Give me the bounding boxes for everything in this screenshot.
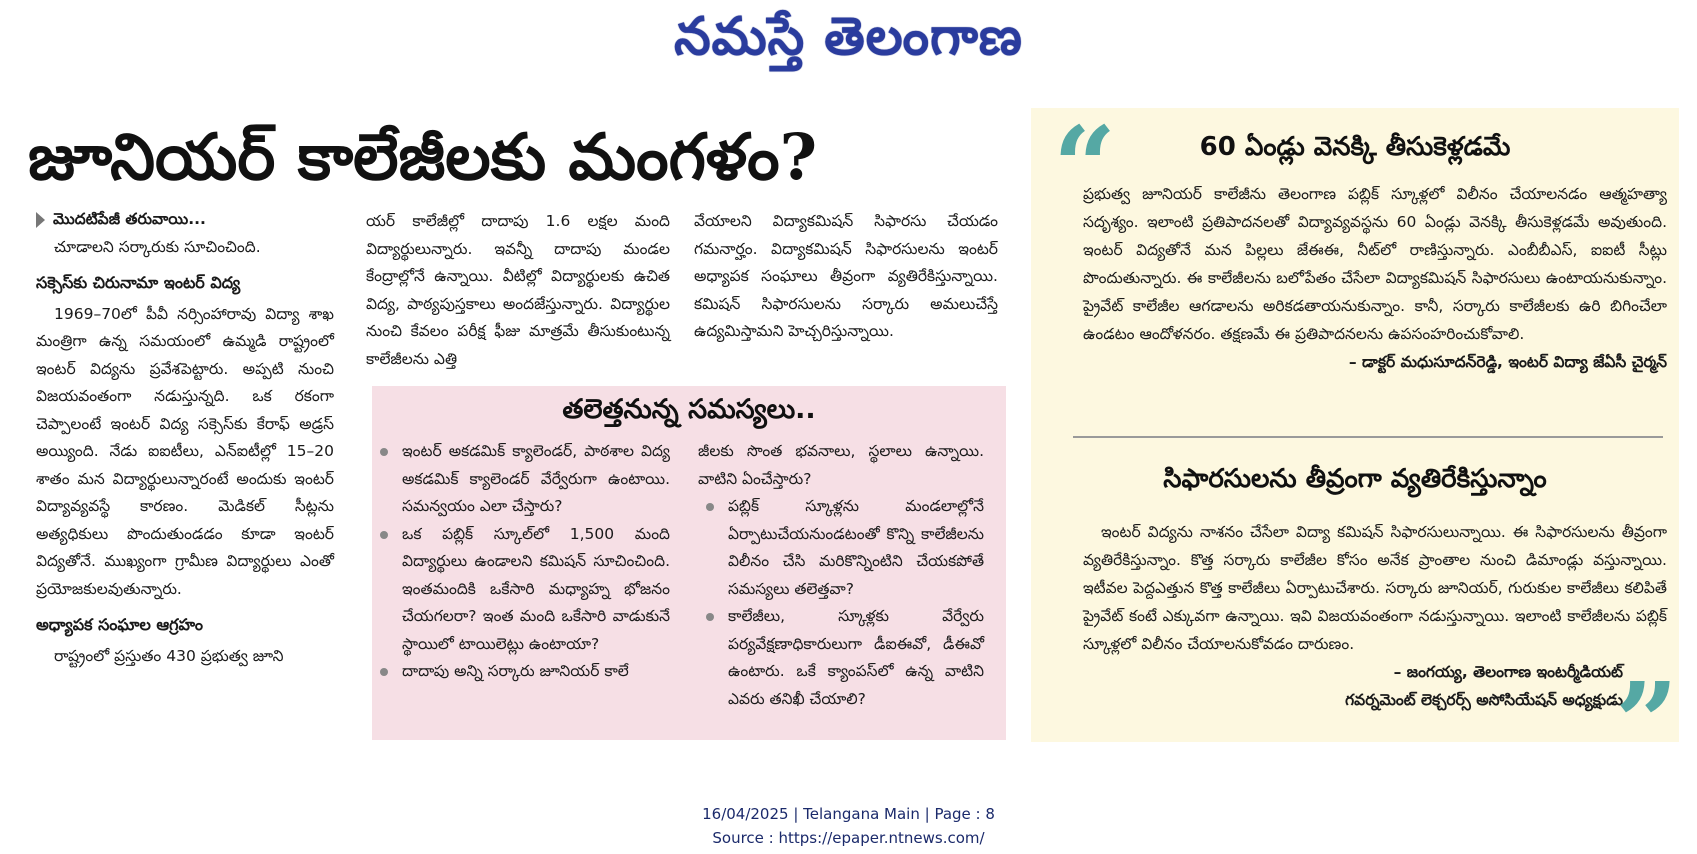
problems-list-right — [698, 438, 984, 713]
problems-title: తలెత్తనున్న సమస్యలు.. — [562, 394, 816, 425]
paragraph: యర్ కాలేజీల్లో దాదాపు 1.6 లక్షల మంది విద్యార్థులున్నారు. ఇవన్నీ దాదాపు మండల కేంద్రాల్లోనే ఉన్నాయి. వీటిల్లో విద్యార్థులకు ఉచిత విద్య, పాఠ్యపుస్తకాలు అందజేస్తున్నారు. విద్యార్థుల నుంచి కేవలం పరీక్ష ఫీజు మాత్రమే తీసుకుంటున్న కాలేజీలను ఎత్తి — [366, 212, 670, 368]
kicker — [36, 206, 334, 234]
problems-list-left — [372, 438, 670, 686]
edition-info: 16/04/2025 | Telangana Main | Page : 8 — [702, 805, 995, 823]
lead-text: చూడాలని సర్కారుకు సూచించింది. — [54, 237, 261, 256]
paragraph: వేయాలని విద్యాకమిషన్ సిఫారసు చేయడం గమనార్హం. విద్యాకమిషన్ సిఫారసులను ఇంటర్ అధ్యాపక సంఘాలు తీవ్రంగా వ్యతిరేకిస్తున్నాయి. కమిషన్ సిఫారసులను సర్కారు అమలుచేస్తే ఉద్యమిస్తామని హెచ్చరిస్తున్నాయి. — [694, 212, 998, 340]
bullet-icon — [380, 668, 388, 676]
headline: జూనియర్ కాలేజీలకు మంగళం? — [28, 120, 818, 195]
subhead-success: సక్సెస్‌కు చిరునామా ఇంటర్ విద్య — [36, 273, 241, 292]
article-column-1 — [36, 206, 334, 670]
list-item: ఇంటర్ అకడమిక్ క్యాలెండర్, పాఠశాల విద్య అకడమిక్ క్యాలెండర్ వేర్వేరుగా ఉంటాయి. సమన్వయం ఎలా చేస్తారు? — [372, 438, 670, 521]
arrow-icon — [36, 212, 45, 228]
divider — [1073, 436, 1663, 438]
quote2-title: సిఫారసులను తీవ్రంగా వ్యతిరేకిస్తున్నాం — [1163, 464, 1547, 494]
quote2-signature-line2: గవర్నమెంట్ లెక్చరర్స్ అసోసియేషన్ అధ్యక్షుడు — [1345, 691, 1623, 709]
list-item: ఒక పబ్లిక్ స్కూల్‌లో 1,500 మంది విద్యార్థులు ఉండాలని కమిషన్ సూచించింది. ఇంతమందికి ఒకేసారి మధ్యాహ్న భోజనం చేయగలరా? ఇంత మంది ఒకేసారి వాడుకునే స్థాయిలో టాయిలెట్లు ఉంటాయా? — [372, 521, 670, 659]
paragraph: రాష్ట్రంలో ప్రస్తుతం 430 ప్రభుత్వ జూని — [54, 646, 284, 665]
quotes-sidebar — [1031, 102, 1679, 787]
list-item: కాలేజీలు, స్కూళ్లకు వేర్వేరు పర్యవేక్షణాధికారులుగా డీఐఈవో, డీఈవో ఉంటారు. ఒకే క్యాంపస్‌లో ఉన్న వాటిని ఎవరు తనిఖీ చేయాలి? — [698, 603, 984, 713]
article-column-3 — [694, 208, 998, 346]
masthead-logo: నమస్తే తెలంగాణ — [674, 6, 1023, 67]
bullet-icon — [706, 613, 714, 621]
source-link: Source : https://epaper.ntnews.com/ — [712, 829, 985, 847]
list-item: జీలకు సొంత భవనాలు, స్థలాలు ఉన్నాయి. వాటిని ఏంచేస్తారు? — [698, 442, 984, 488]
problems-box — [372, 386, 1006, 740]
bullet-icon — [380, 531, 388, 539]
quote2-body: ఇంటర్ విద్యను నాశనం చేసేలా విద్యా కమిషన్ సిఫారసులున్నాయి. ఈ సిఫారసులను తీవ్రంగా వ్యతిరేకిస్తున్నాం. కొత్త సర్కారు కాలేజీల కోసం అనేక ప్రాంతాల నుంచి డిమాండ్లు వస్తున్నాయి. ఇటీవల పెద్దఎత్తున కొత్త కాలేజీలు ఏర్పాటుచేశారు. సర్కారు జూనియర్, గురుకుల కాలేజీలు కలిపితే ప్రైవేట్ కంటే ఎక్కువగా ఉన్నాయి. ఇవి విజయవంతంగా నడుస్తున్నాయి. ఇలాంటి కాలేజీలను పబ్లిక్ స్కూళ్లలో విలీనం చేయాలనుకోవడం దారుణం. — [1083, 523, 1667, 653]
close-quote-icon: ” — [1615, 658, 1679, 787]
quote1-block — [1083, 180, 1667, 376]
list-item: పబ్లిక్ స్కూళ్లను మండలాల్లోనే ఏర్పాటుచేయనుండటంతో కొన్ని కాలేజీలను విలీనం చేసి మరికొన్నింటిని చేయకపోతే సమస్యలు తలెత్తవా? — [698, 493, 984, 603]
bullet-icon — [706, 503, 714, 511]
paragraph: 1969–70లో పీవీ నర్సింహారావు విద్యా శాఖ మంత్రిగా ఉన్న సమయంలో ఉమ్మడి రాష్ట్రంలో ఇంటర్ విద్యను ప్రవేశపెట్టారు. అప్పటి నుంచి విజయవంతంగా నడుస్తున్నది. ఒక రకంగా చెప్పాలంటే ఇంటర్ విద్య సక్సెస్‌కు కేరాఫ్ అడ్రస్ అయ్యింది. నేడు ఐఐటీలు, ఎన్ఐటీల్లో 15–20 శాతం మన విద్యార్థులున్నారంటే అందుకు ఇంటర్ విద్యావ్యవస్థే కారణం. మెడికల్ సీట్లను అత్యధికులు పొందుతుండడం కూడా ఇంటర్ విద్యతోనే. ముఖ్యంగా గ్రామీణ విద్యార్థులు ఎంతో ప్రయోజకులవుతున్నారు. — [36, 304, 334, 598]
list-item: దాదాపు అన్ని సర్కారు జూనియర్ కాలే — [372, 658, 670, 686]
quote1-title: 60 ఏండ్లు వెనక్కి తీసుకెళ్లడమే — [1199, 132, 1511, 162]
subhead-teachers: అధ్యాపక సంఘాల ఆగ్రహం — [36, 615, 203, 634]
quote2-signature-line1: – జంగయ్య, తెలంగాణ ఇంటర్మీడియట్ — [1393, 663, 1623, 681]
footer — [0, 802, 1697, 850]
article-column-2 — [366, 208, 670, 373]
quote2-block — [1083, 518, 1667, 714]
bullet-icon — [380, 448, 388, 456]
kicker-text: మొదటిపేజీ తరువాయి... — [53, 210, 206, 228]
open-quote-icon: “ — [1053, 102, 1117, 231]
quote1-body: ప్రభుత్వ జూనియర్ కాలేజీను తెలంగాణ పబ్లిక్ స్కూళ్లలో విలీనం చేయాలనడం ఆత్మహత్యా సదృశ్యం. ఇలాంటి ప్రతిపాదనలతో విద్యావ్యవస్థను 60 ఏండ్లు వెనక్కి తీసుకెళ్లడమే అవుతుంది. ఇంటర్ విద్యతోనే మన పిల్లలు జేఈఈ, నీట్‌లో రాణిస్తున్నారు. ఎంబీబీఎస్, ఐఐటీ సీట్లు పొందుతున్నారు. ఈ కాలేజీలను బలోపేతం చేసేలా విద్యాకమిషన్ సిఫారసులు ఉంటాయనుకున్నాం. ప్రైవేట్ కాలేజీల ఆగడాలను అరికడతాయనుకున్నాం. కానీ, సర్కారు కాలేజీలకు ఉరి బిగించేలా ఉండటం ఆందోళనరం. తక్షణమే ఈ ప్రతిపాదనలను ఉపసంహరించుకోవాలి. — [1083, 185, 1667, 343]
quote1-signature: – డాక్టర్ మధుసూదన్‌రెడ్డి, ఇంటర్ విద్యా జేఏసీ చైర్మన్ — [1348, 353, 1667, 371]
